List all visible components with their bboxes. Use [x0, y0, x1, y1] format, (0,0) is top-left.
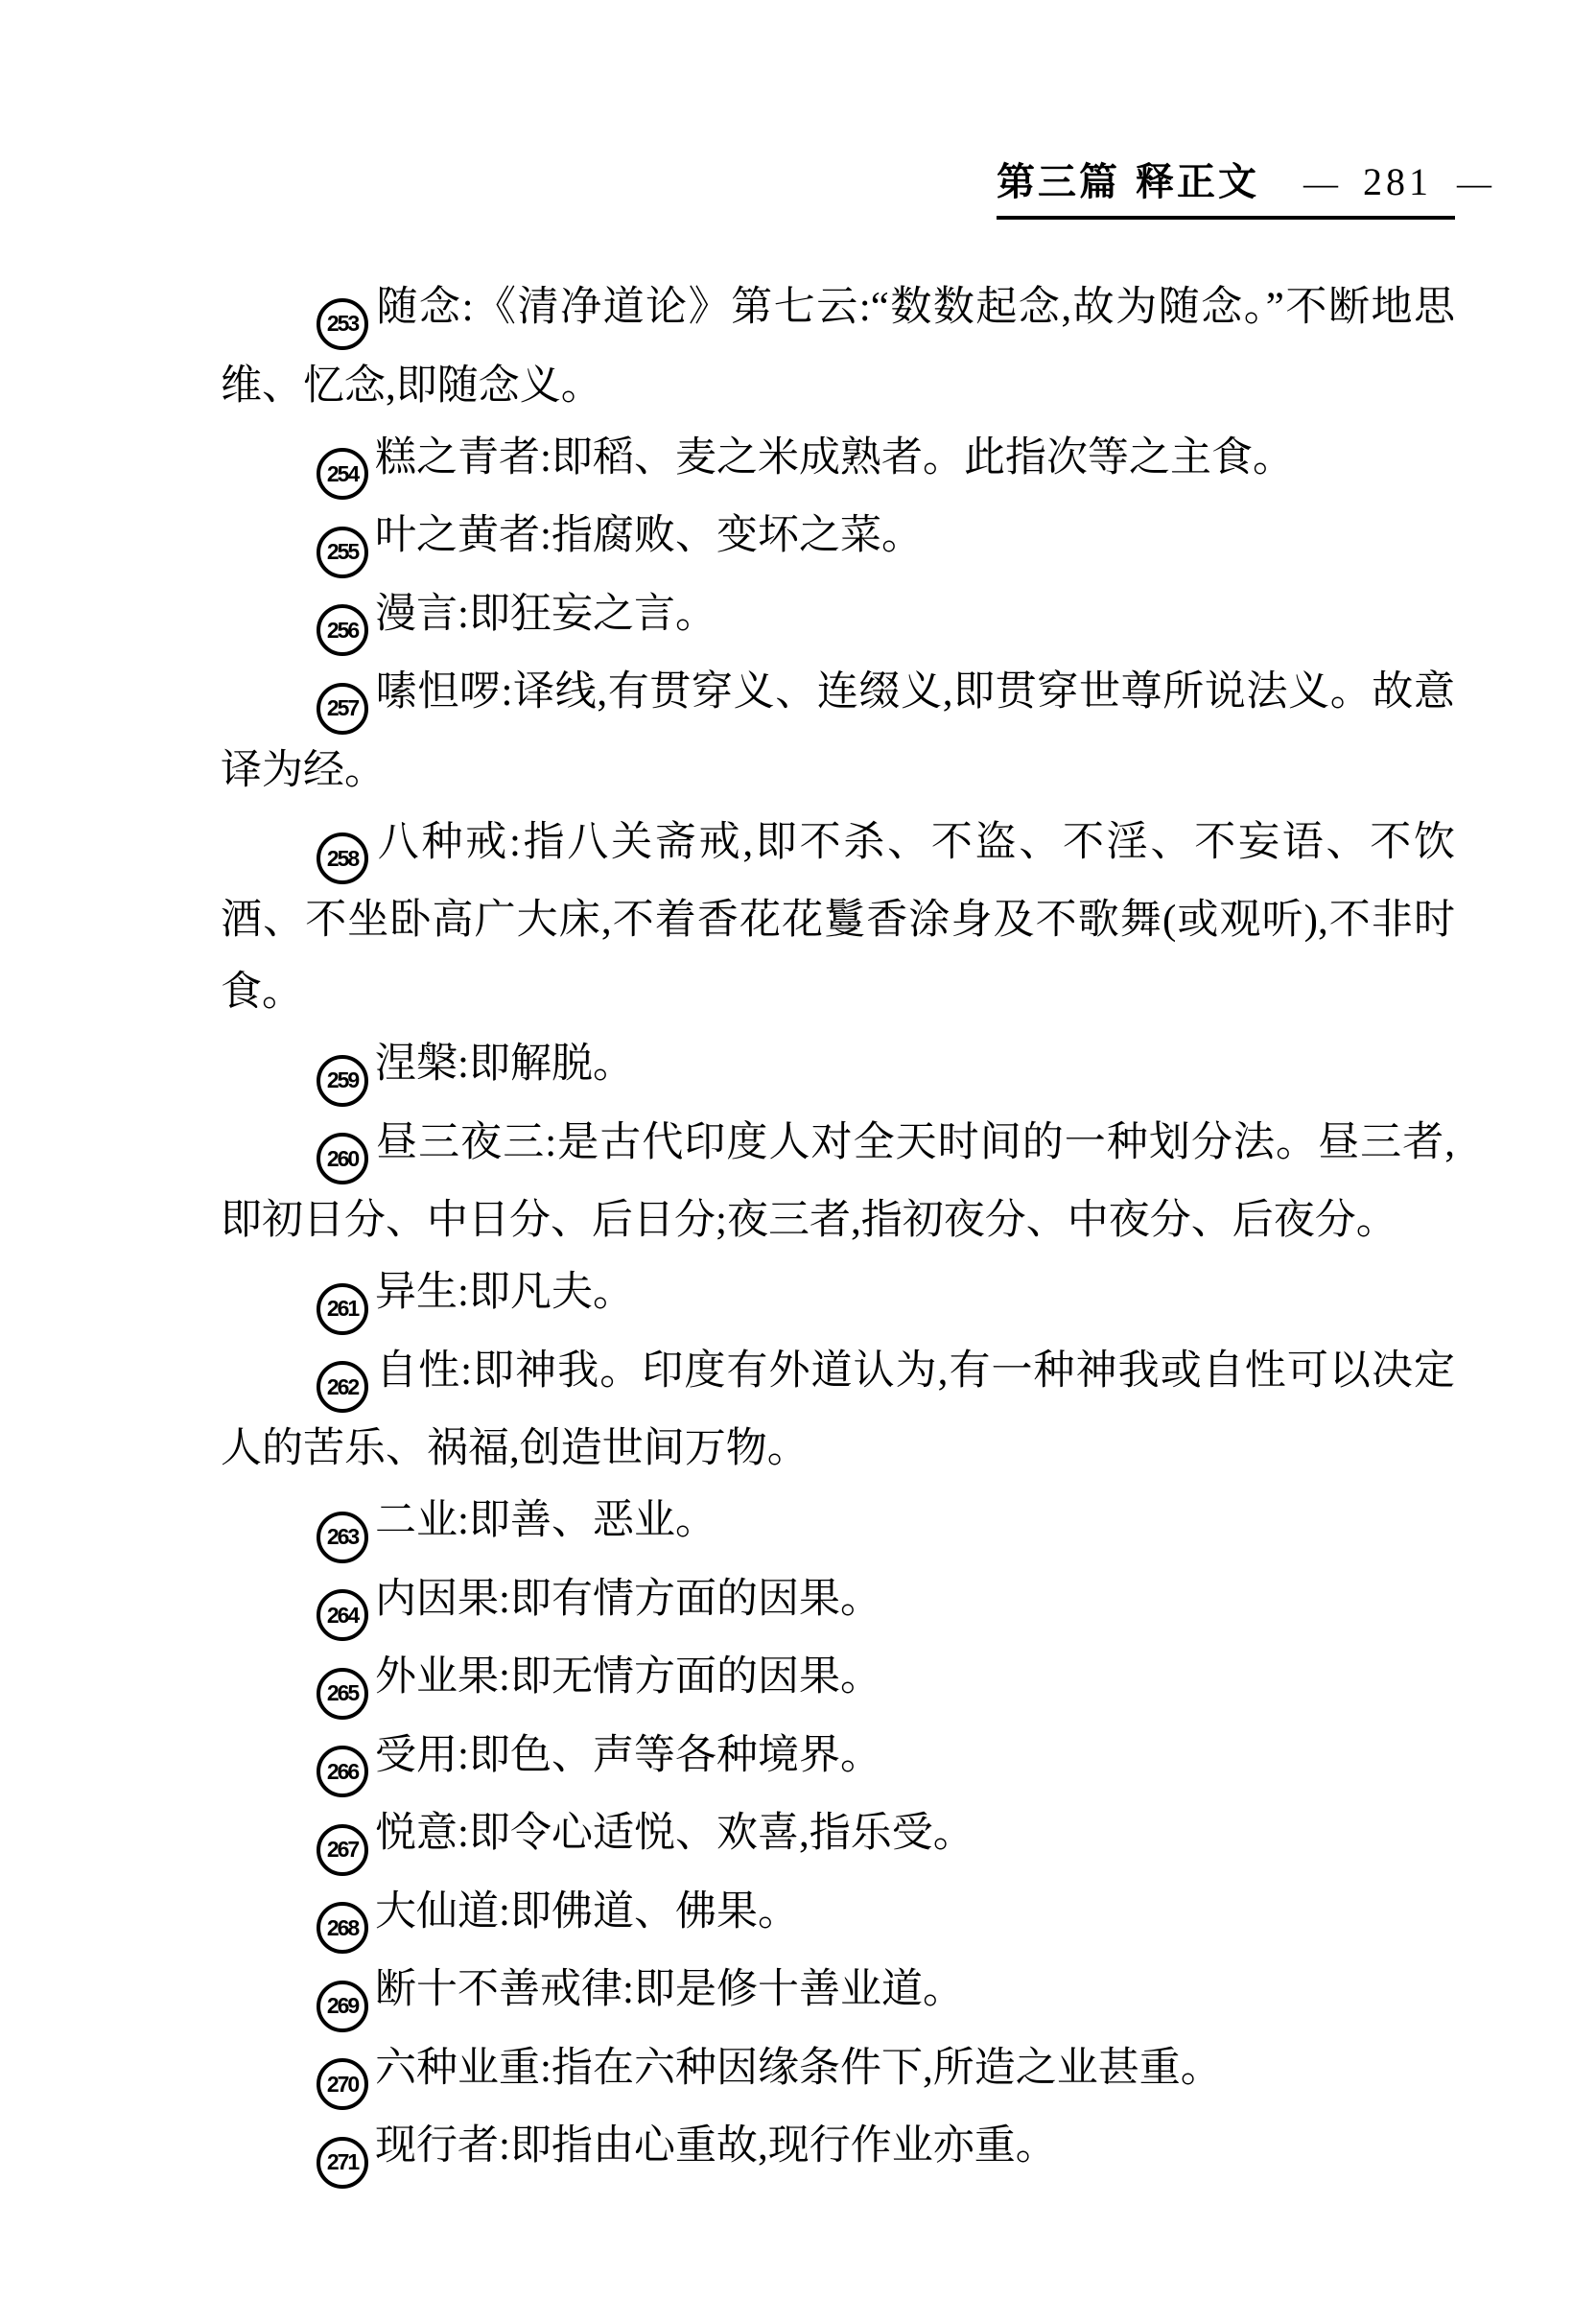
header-chapter-title: 释正文 — [1136, 160, 1259, 203]
annotation-entry — [221, 1641, 1455, 1720]
entry-text: 异生:即凡夫。 — [375, 1270, 634, 1315]
entry-number-badge: 260 — [317, 1133, 368, 1184]
annotations-list — [221, 271, 1455, 2189]
annotation-entry — [221, 1335, 1455, 1486]
entry-text: 六种业重:指在六种因缘条件下,所造之业甚重。 — [375, 2045, 1222, 2091]
annotation-entry — [221, 271, 1455, 422]
entry-text: 大仙道:即佛道、佛果。 — [375, 1888, 799, 1935]
annotation-entry — [221, 1954, 1455, 2032]
entry-text: 糕之青者:即稻、麦之米成熟者。此指次等之主食。 — [375, 434, 1294, 481]
entry-text: 昼三夜三:是古代印度人对全天时间的一种划分法。昼三者,即初日分、中日分、后日分;夜三者,指初夜分、中夜分、后夜分。 — [221, 1119, 1455, 1243]
header-dash-right: — — [1457, 164, 1491, 202]
entry-text: 八种戒:指八关斋戒,即不杀、不盗、不淫、不妄语、不饮酒、不坐卧高广大床,不着香花花鬘香涂身及不歌舞(或观听),不非时食。 — [221, 819, 1455, 1015]
entry-number-badge: 267 — [317, 1824, 368, 1876]
header-dash-left: — — [1303, 164, 1338, 202]
header-page-number: 281 — [1363, 160, 1432, 203]
entry-text: 现行者:即指由心重故,现行作业亦重。 — [375, 2123, 1057, 2169]
annotation-entry — [221, 500, 1455, 578]
annotation-entry — [221, 1797, 1455, 1876]
entry-text: 叶之黄者:指腐败、变坏之菜。 — [375, 513, 923, 558]
entry-text: 随念:《清净道论》第七云:“数数起念,故为随念。”不断地思维、忆念,即随念义。 — [221, 285, 1455, 409]
page-header — [997, 152, 1491, 220]
entry-text: 受用:即色、声等各种境界。 — [375, 1732, 881, 1778]
annotation-entry — [221, 2110, 1455, 2189]
annotation-entry — [221, 1107, 1455, 1257]
entry-text: 嗉怛啰:译线,有贯穿义、连缀义,即贯穿世尊所说法义。故意译为经。 — [221, 669, 1455, 793]
entry-number-badge: 266 — [317, 1746, 368, 1797]
annotation-entry — [221, 1720, 1455, 1798]
entry-number-badge: 268 — [317, 1902, 368, 1954]
entry-number-badge: 261 — [317, 1283, 368, 1335]
entry-text: 涅槃:即解脱。 — [375, 1042, 634, 1087]
entry-number-badge: 253 — [317, 298, 368, 350]
entry-text: 断十不善戒律:即是修十善业道。 — [375, 1967, 964, 2012]
entry-number-badge: 269 — [317, 1981, 368, 2032]
annotation-entry — [221, 807, 1455, 1029]
entry-number-badge: 255 — [317, 527, 368, 578]
annotation-entry — [221, 422, 1455, 501]
entry-number-badge: 270 — [317, 2058, 368, 2110]
entry-number-badge: 259 — [317, 1055, 368, 1107]
annotation-entry — [221, 1485, 1455, 1563]
entry-text: 外业果:即无情方面的因果。 — [375, 1654, 881, 1700]
entry-number-badge: 262 — [317, 1361, 368, 1413]
annotation-entry — [221, 1256, 1455, 1335]
annotation-entry — [221, 2032, 1455, 2111]
header-section-title: 第三篇 — [997, 160, 1120, 203]
entry-text: 二业:即善、恶业。 — [375, 1498, 716, 1543]
entry-number-badge: 254 — [317, 448, 368, 500]
entry-number-badge: 271 — [317, 2137, 368, 2189]
annotation-entry — [221, 578, 1455, 657]
entry-number-badge: 264 — [317, 1589, 368, 1641]
entry-number-badge: 265 — [317, 1668, 368, 1720]
entry-text: 悦意:即令心适悦、欢喜,指乐受。 — [375, 1811, 974, 1856]
entry-text: 自性:即神我。印度有外道认为,有一种神我或自性可以决定人的苦乐、祸福,创造世间万物。 — [221, 1348, 1455, 1471]
annotation-entry — [221, 1876, 1455, 1955]
entry-text: 漫言:即狂妄之言。 — [375, 591, 716, 637]
entry-text: 内因果:即有情方面的因果。 — [375, 1576, 881, 1622]
entry-number-badge: 258 — [317, 832, 368, 884]
annotation-entry — [221, 1563, 1455, 1642]
annotation-entry — [221, 1028, 1455, 1107]
annotation-entry — [221, 656, 1455, 807]
entry-number-badge: 256 — [317, 604, 368, 656]
entry-number-badge: 257 — [317, 683, 368, 735]
entry-number-badge: 263 — [317, 1512, 368, 1563]
